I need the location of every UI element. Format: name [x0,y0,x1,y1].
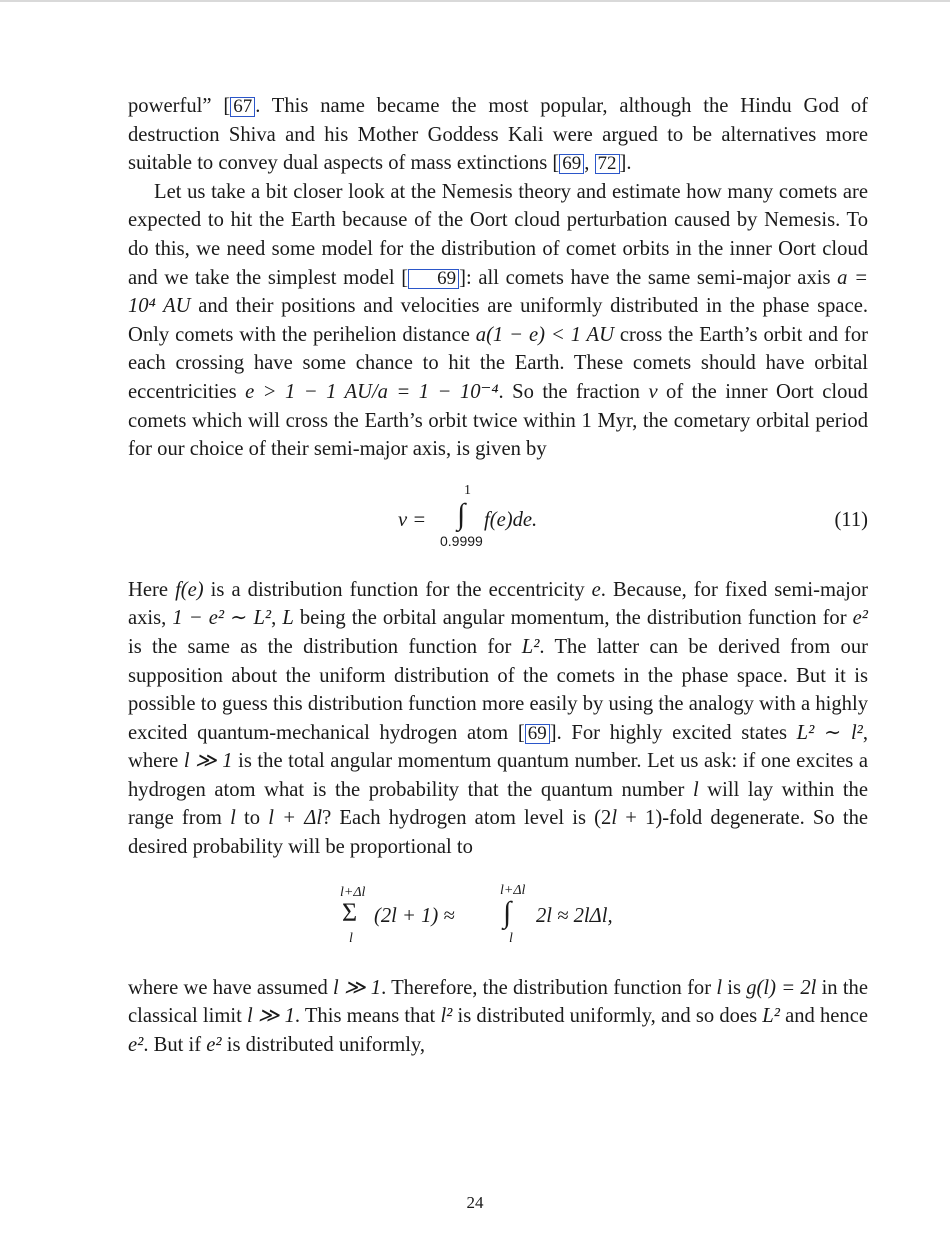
math-inline: L² [762,1005,780,1028]
text-run: ? Each hydrogen atom level is (2 [322,807,612,830]
citation-link[interactable]: 72 [595,154,620,174]
text-run: and their positions and velocities are uniformly distributed in the phase space. Only comets with the perihelion distance [128,295,869,346]
citation-link[interactable]: 69 [559,154,584,174]
text-run: will lay within the range from [128,778,868,830]
math-inline: f(e) [175,578,204,601]
text-run: Here [128,578,176,601]
math-inline: e [591,578,601,601]
math-inline: e² [206,1033,222,1056]
text-run: cross the Earth’s orbit and for each crossing have some chance to hit the Earth. These comets should have orbital eccentricities [128,323,868,403]
text-run: . So the fraction [498,380,649,403]
math-inline: l [230,807,236,830]
text-run: is the same as the distribution function for [128,635,522,658]
math-inline: l ≫ 1 [183,750,233,773]
math-inline: l [716,976,723,999]
text-run: is a distribution function for the eccentricity [203,578,592,601]
text-run: . But if [143,1033,207,1056]
integral-lower-limit: 0.9999 [440,532,483,549]
equation-11 [128,464,868,576]
integral-sign: ∫ [503,895,512,929]
text-run: + 1)-fold degenerate. So the desired probability will be proportional to [128,807,869,859]
sum-sign: Σ [342,897,358,927]
math-inline: l ≫ 1 [247,1005,295,1028]
math-inline: ν [648,380,658,403]
paragraph-4 [128,974,868,1060]
text-run: . Because, for fixed semi-major axis, [128,578,868,630]
text-run: . This means that [294,1005,441,1028]
equation-sum [128,862,868,974]
integral-lower-limit: l [509,930,513,946]
body-text [128,92,868,1059]
math-inline: l [611,807,618,830]
math-inline: e² [128,1033,144,1056]
text-run: , [271,607,283,630]
text-run: where we have assumed [128,976,334,999]
math-inline: l ≫ 1 [333,976,382,999]
math-inline: g(l) = 2l [746,976,817,999]
text-run: Let us take a bit closer look at the Nemesis theory and estimate how many comets are expected to hit the Earth because of the Oort cloud perturbation caused by Nemesis. To do this, we need some model for the distribution of comet orbits in the inner Oort cloud and we take the simplest model [128,180,868,289]
text-run: is distributed uniformly, [221,1033,426,1056]
math-inline: 1 − e² ∼ L² [172,607,272,630]
text-run: . This name became the most popular, although the Hindu God of destruction Shiva and his Mother Goddess Kali were argued to be alternatives more suitable to convey dual aspects of mass extinctions [128,95,868,175]
integrand: f(e)de. [484,508,538,531]
math-inline: a = 10⁴ AU [128,266,868,318]
math-inline: l² [440,1005,453,1028]
integral-upper-limit: l+Δl [500,882,526,898]
equation-number: (11) [834,508,868,531]
integral-sign: ∫ [457,497,466,531]
math-inline: l [692,778,699,801]
text-run: . For highly excited states [556,721,797,744]
text-run: ]. [619,152,632,175]
sum-upper-limit: l+Δl [340,884,366,900]
text-run: . The latter can be derived from our supposition about the uniform distribution of the comets in the phase space. But it is possible to guess this distribution function more easily by using the analogy with a highly excited quantum-mechanical hydrogen atom [128,635,868,744]
integral-body: 2l ≈ 2lΔl, [536,904,613,927]
math-inline: e > 1 − 1 AU/a = 1 − 10⁻⁴ [245,380,499,403]
paragraph-3: Here f(e) is a distribution function for the eccentricity e. Because, for fixed semi-major axis, 1 − e² ∼ L², L being the orbital angular momentum, the distribution function for e² is the same as the distribution function for L². The latter can be derived from our supposition about the uniform distribution of the comets in the phase space. But it is possible to guess this distribution function more easily by using the analogy with a highly excited quantum-mechanical hydrogen atom [ 69 ]. For highly excited states L² ∼ l², where l ≫ 1 is the total angular momentum quantum number. Let us ask: if one excites a hydrogen atom what is the probability that the quantum number l will lay within the range from l to l + Δl? Each hydrogen atom level is (2l + 1)-fold degenerate. So the desired probability will be proportional to [128,578,869,859]
text-run: is the total angular momentum quantum number. Let us ask: if one excites a hydrogen atom what is the probability that the quantum number [128,750,868,801]
math-inline: a(1 − e) < 1 AU [475,323,614,346]
sum-lower-limit: l [349,930,353,946]
text-run: of the inner Oort cloud comets which will cross the Earth’s orbit twice within 1 Myr, the cometary orbital period for our choice of their semi-major axis, is given by [128,380,868,461]
top-border [0,0,950,2]
text-run: in the classical limit [128,976,868,1028]
citation-link[interactable]: 67 [230,97,255,117]
text-run: . Therefore, the distribution function for [381,976,717,999]
sum-body: (2l + 1) ≈ [374,904,455,927]
text-run: being the orbital angular momentum, the distribution function for [293,607,853,630]
paragraph-2: Let us take a bit closer look at the Nemesis theory and estimate how many comets are expected to hit the Earth because of the Oort cloud perturbation caused by Nemesis. To do this, we need some model for the distribution of comet orbits in the inner Oort cloud and we take the simplest model [ 69 ]: all comets have the same semi-major axis a = 10⁴ AU and their positions and velocities are uniformly distributed in the phase space. Only comets with the perihelion distance a(1 − e) < 1 AU cross the Earth’s orbit and for each crossing have some chance to hit the Earth. These comets should have orbital eccentricities e > 1 − 1 AU/a = 1 − 10⁻⁴. So the fraction ν of the inner Oort cloud comets which will cross the Earth’s orbit twice within 1 Myr, the cometary orbital period for our choice of their semi-major axis, is given by [128,180,869,461]
integral-upper-limit: 1 [464,482,471,498]
text-run: is distributed uniformly, and so does [452,1005,763,1028]
text-run: and hence [779,1005,868,1028]
citation-link[interactable]: 69 [525,724,550,744]
text-run: : all comets have the same semi-major axis [465,266,838,289]
text-run: powerful” [128,95,224,117]
text-run: to [235,807,269,830]
page-number: 24 [466,1193,484,1212]
math-inline: L [282,607,294,630]
paragraph-1: powerful” [ 67 . This name became the most popular, although the Hindu God of destruction Shiva and his Mother Goddess Kali were argued to be alternatives more suitable to convey dual aspects of mass extinctions [ 69 , 72 ]. [128,95,868,175]
citation-link[interactable]: 69 [408,269,459,289]
math-inline: e² [852,607,868,630]
math-inline: L² ∼ l² [796,721,863,744]
text-run: is [722,976,747,999]
text-run: , [584,152,595,175]
math-inline: L² [521,635,540,658]
equation-lhs: ν = [398,508,427,531]
math-inline: l + Δl [268,807,323,830]
text-run: , where [128,721,868,773]
